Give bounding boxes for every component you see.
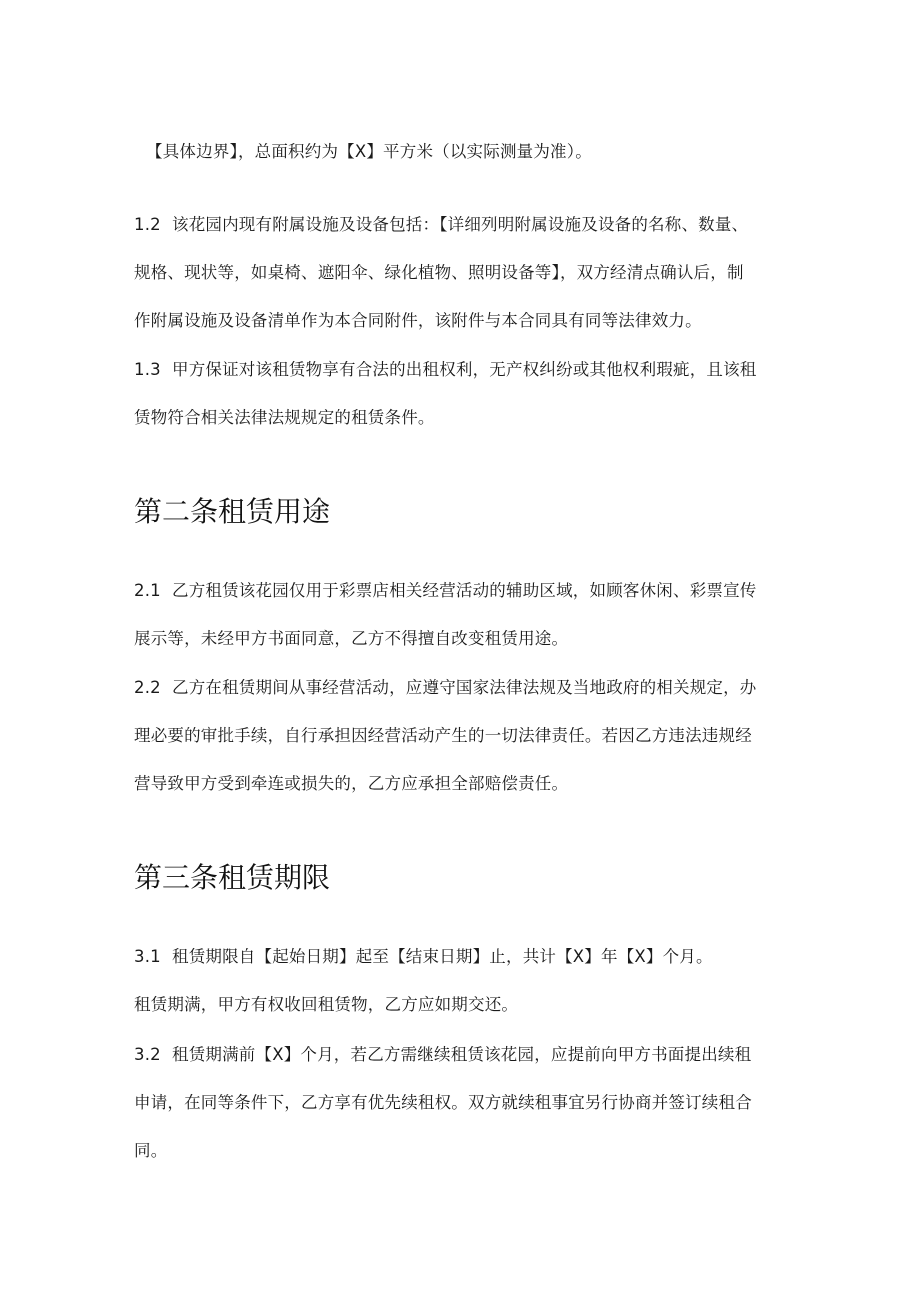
clause-text: 该花园内现有附属设施及设备包括：【详细列明附属设施及设备的名称、数量、	[172, 215, 749, 234]
text-line: 赁物符合相关法律法规规定的租赁条件。	[134, 408, 435, 427]
clause-number: 1.2	[134, 215, 161, 234]
clause-number: 3.2	[134, 1045, 161, 1064]
clause-text: 租赁期限自【起始日期】起至【结束日期】止，共计【X】年【X】个月。	[172, 947, 713, 966]
text-line: 租赁期满，甲方有权收回租赁物，乙方应如期交还。	[134, 995, 519, 1014]
text-line	[134, 933, 784, 981]
text-line: 规格、现状等，如桌椅、遮阳伞、绿化植物、照明设备等】，双方经清点确认后，制	[134, 263, 744, 282]
clause-number: 2.1	[134, 581, 161, 600]
text-line	[134, 1031, 784, 1079]
text-line: 展示等，未经甲方书面同意，乙方不得擅自改变租赁用途。	[134, 629, 569, 648]
clause-text: 乙方在租赁期间从事经营活动，应遵守国家法律法规及当地政府的相关规定，办	[172, 678, 757, 697]
text-line: 同。	[134, 1141, 168, 1160]
text-line	[134, 201, 784, 249]
clause-3-2	[134, 1031, 784, 1175]
text-line	[134, 664, 784, 712]
clause-text: 甲方保证对该租赁物享有合法的出租权利，无产权纠纷或其他权利瑕疵，且该租	[172, 360, 757, 379]
text-line	[134, 346, 784, 394]
text-line: 理必要的审批手续，自行承担因经营活动产生的一切法律责任。若因乙方违法违规经	[134, 726, 752, 745]
text-line: 营导致甲方受到牵连或损失的，乙方应承担全部赔偿责任。	[134, 774, 569, 793]
clause-text: 租赁期满前【X】个月，若乙方需继续租赁该花园，应提前向甲方书面提出续租	[172, 1045, 752, 1064]
article-2-heading: 第二条租赁用途	[134, 495, 331, 528]
intro-paragraph	[146, 128, 796, 176]
clause-number: 1.3	[134, 360, 161, 379]
clause-number: 3.1	[134, 947, 161, 966]
text-line	[134, 567, 784, 615]
article-3-heading: 第三条租赁期限	[134, 861, 331, 894]
clause-text: 乙方租赁该花园仅用于彩票店相关经营活动的辅助区域，如顾客休闲、彩票宣传	[172, 581, 757, 600]
clause-3-1	[134, 933, 784, 1029]
clause-1-2	[134, 201, 784, 345]
clause-2-1	[134, 567, 784, 663]
text-line: 申请，在同等条件下，乙方享有优先续租权。双方就续租事宜另行协商并签订续租合	[134, 1093, 752, 1112]
clause-number: 2.2	[134, 678, 161, 697]
clause-1-3	[134, 346, 784, 442]
text-line: 作附属设施及设备清单作为本合同附件，该附件与本合同具有同等法律效力。	[134, 311, 702, 330]
clause-2-2	[134, 664, 784, 808]
text-line: 【具体边界】，总面积约为【X】平方米（以实际测量为准）。	[146, 142, 592, 161]
